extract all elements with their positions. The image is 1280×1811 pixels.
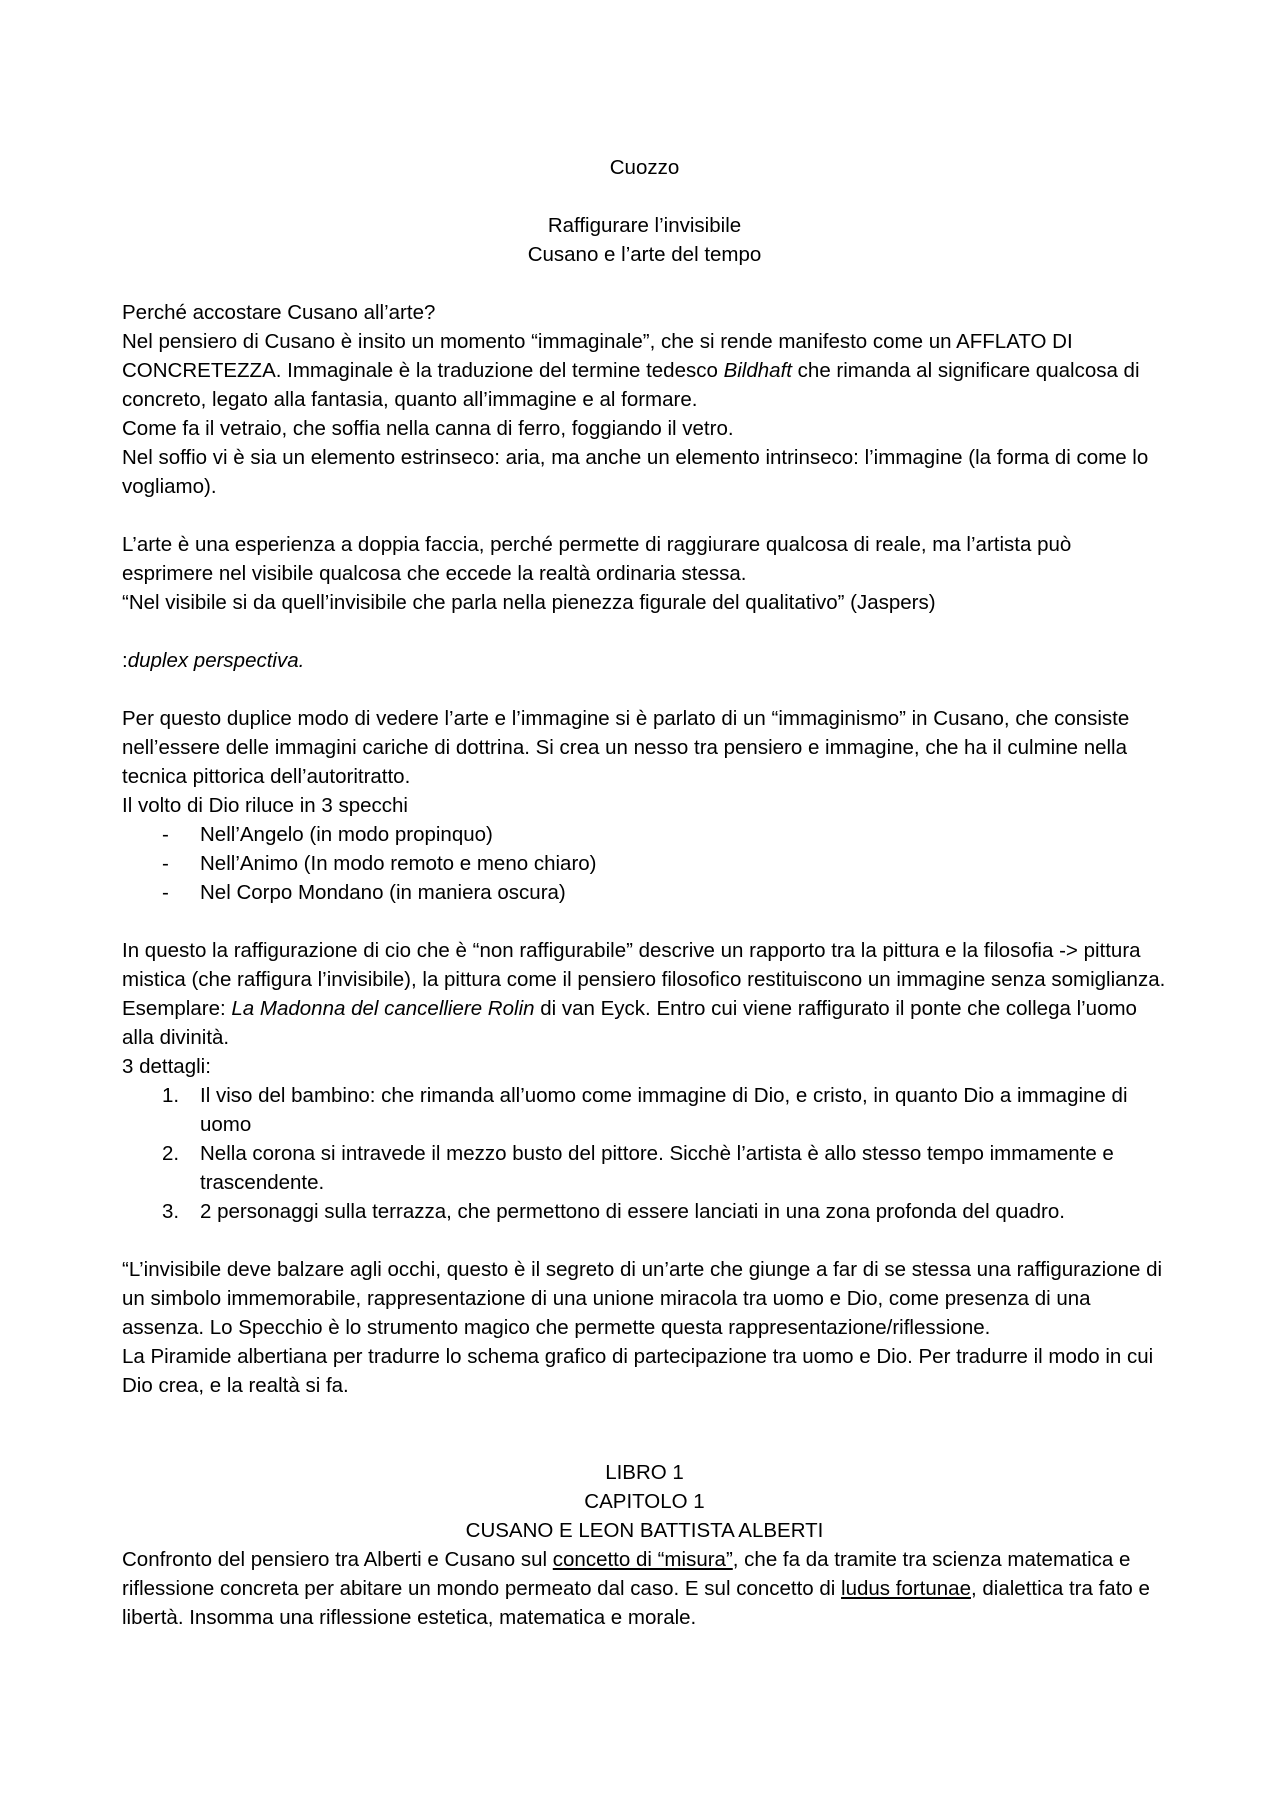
jaspers-quote: “Nel visibile si da quell’invisibile che parla nella pienezza figurale del qualitativo” (Jaspers) bbox=[122, 591, 936, 614]
text-run: Confronto del pensiero tra Alberti e Cusano sul bbox=[122, 1548, 553, 1571]
list-item-text: Nel Corpo Mondano (in maniera oscura) bbox=[200, 881, 566, 904]
text-run: : bbox=[122, 649, 128, 672]
intro-paragraph-1 bbox=[122, 327, 1167, 414]
list-item-text: Nella corona si intravede il mezzo busto del pittore. Sicchè l’artista è allo stesso tempo immamente e trascendente. bbox=[200, 1142, 1114, 1194]
spacer bbox=[122, 501, 1167, 530]
list-item-text: 2 personaggi sulla terrazza, che permettono di essere lanciati in una zona profonda del quadro. bbox=[200, 1200, 1065, 1223]
immaginismo-paragraph: Per questo duplice modo di vedere l’arte e l’immagine si è parlato di un “immaginismo” in Cusano, che consiste nell’essere delle immagini cariche di dottrina. Si crea un nesso tra pensiero e immagine, che ha il culmine nella tecnica pittorica dell’autoritratto. bbox=[122, 707, 1130, 788]
spacer bbox=[122, 907, 1167, 936]
list-item bbox=[122, 820, 1167, 849]
spacer bbox=[122, 269, 1167, 298]
number-marker: 1. bbox=[162, 1084, 180, 1107]
spacer bbox=[122, 1400, 1167, 1458]
spacer bbox=[122, 1226, 1167, 1255]
list-item-text: Nell’Animo (In modo remoto e meno chiaro) bbox=[200, 852, 597, 875]
document-body bbox=[122, 153, 1167, 1632]
list-item bbox=[122, 849, 1167, 878]
number-marker: 2. bbox=[162, 1142, 180, 1165]
details-intro: 3 dettagli: bbox=[122, 1055, 211, 1078]
list-item-text: Il viso del bambino: che rimanda all’uomo come immagine di Dio, e cristo, in quanto Dio a immagine di uomo bbox=[200, 1084, 1128, 1136]
intro-paragraph-3: Nel soffio vi è sia un elemento estrinseco: aria, ma anche un elemento intrinseco: l’immagine (la forma di come lo vogliamo). bbox=[122, 446, 1149, 498]
dash-marker: - bbox=[162, 881, 169, 904]
text-run: di van Eyck. Entro cui viene raffigurato il ponte che collega l’uomo alla divinità. bbox=[122, 997, 1137, 1049]
art-paragraph: L’arte è una esperienza a doppia faccia, perché permette di raggiurare qualcosa di reale, ma l’artista può esprimere nel visibile qualcosa che eccede la realtà ordinaria stessa. bbox=[122, 533, 1072, 585]
duplex-line bbox=[122, 646, 1167, 675]
list-item bbox=[122, 1197, 1167, 1226]
book-heading: LIBRO 1 bbox=[605, 1461, 684, 1484]
details-list bbox=[122, 1081, 1167, 1226]
list-item bbox=[122, 1081, 1167, 1139]
pyramid-paragraph: La Piramide albertiana per tradurre lo schema grafico di partecipazione tra uomo e Dio. Per tradurre il modo in cui Dio crea, e la realtà si fa. bbox=[122, 1345, 1154, 1397]
number-marker: 3. bbox=[162, 1200, 180, 1223]
list-item bbox=[122, 878, 1167, 907]
example-paragraph bbox=[122, 994, 1167, 1052]
dash-marker: - bbox=[162, 823, 169, 846]
text-run: che rimanda al significare qualcosa di concreto, legato alla fantasia, quanto all’immagine e al formare. bbox=[122, 359, 1140, 411]
italic-term: duplex perspectiva. bbox=[127, 649, 305, 672]
chapter-heading: CAPITOLO 1 bbox=[584, 1490, 705, 1513]
intro-question: Perché accostare Cusano all’arte? bbox=[122, 301, 436, 324]
italic-title: La Madonna del cancelliere Rolin bbox=[231, 997, 535, 1020]
list-item bbox=[122, 1139, 1167, 1197]
dash-marker: - bbox=[162, 852, 169, 875]
document-subtitle: Cusano e l’arte del tempo bbox=[527, 243, 762, 266]
text-run: , che fa da tramite tra scienza matematica e riflessione concreta per abitare un mondo permeato dal caso. E sul concetto di bbox=[122, 1548, 1131, 1600]
chapter-paragraph bbox=[122, 1545, 1167, 1632]
painting-paragraph: In questo la raffigurazione di cio che è “non raffigurabile” descrive un rapporto tra la pittura e la filosofia -> pittura mistica (che raffigura l’invisibile), la pittura come il pensiero filosofico restituiscono un immagine senza somiglianza. bbox=[122, 939, 1166, 991]
author-line: Cuozzo bbox=[609, 156, 680, 179]
text-run: , dialettica tra fato e libertà. Insomma una riflessione estetica, matematica e morale. bbox=[122, 1577, 1150, 1629]
list-item-text: Nell’Angelo (in modo propinquo) bbox=[200, 823, 493, 846]
invisible-quote-paragraph: “L’invisibile deve balzare agli occhi, questo è il segreto di un’arte che giunge a far di se stessa una raffigurazione di un simbolo immemorabile, rappresentazione di una unione miracola tra uomo e Dio, come presenza di una assenza. Lo Specchio è lo strumento magico che permette questa rappresentazione/riflessione. bbox=[122, 1258, 1163, 1339]
text-run: Esemplare: bbox=[122, 997, 232, 1020]
mirrors-intro: Il volto di Dio riluce in 3 specchi bbox=[122, 794, 408, 817]
document-title: Raffigurare l’invisibile bbox=[547, 214, 742, 237]
spacer bbox=[122, 182, 1167, 211]
text-run: Nel pensiero di Cusano è insito un momento “immaginale”, che si rende manifesto come un AFFLATO DI CONCRETEZZA. Immaginale è la traduzione del termine tedesco bbox=[122, 330, 1073, 382]
mirrors-list bbox=[122, 820, 1167, 907]
italic-term: Bildhaft bbox=[723, 359, 792, 382]
spacer bbox=[122, 675, 1167, 704]
underlined-term: concetto di “misura” bbox=[552, 1548, 733, 1571]
chapter-title: CUSANO E LEON BATTISTA ALBERTI bbox=[465, 1519, 824, 1542]
spacer bbox=[122, 617, 1167, 646]
underlined-term: ludus fortunae bbox=[841, 1577, 971, 1600]
intro-paragraph-2: Come fa il vetraio, che soffia nella canna di ferro, foggiando il vetro. bbox=[122, 417, 734, 440]
